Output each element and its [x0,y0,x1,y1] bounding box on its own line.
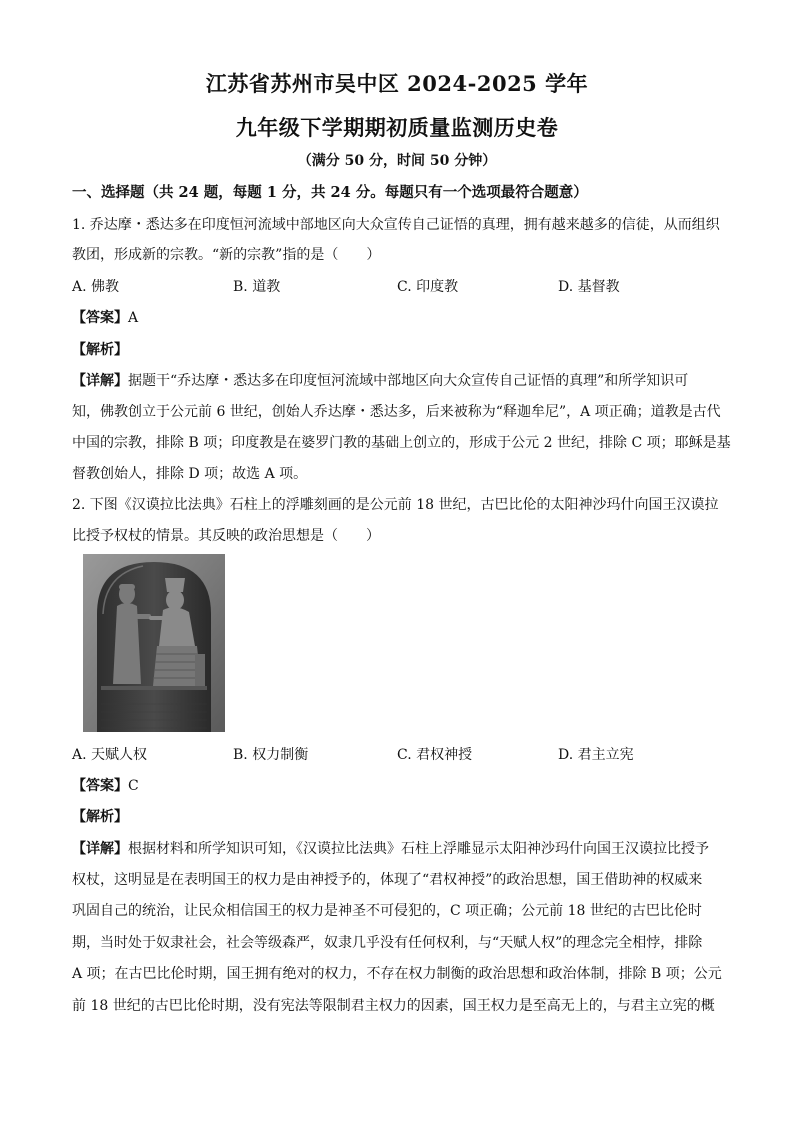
q2-detail-line3: 巩固自己的统治，让民众相信国王的权力是神圣不可侵犯的，C 项正确；公元前 18 世纪的古巴比伦时 [72,903,702,919]
q1-option-c: C. 印度教 [397,279,459,295]
exam-title-line1: 江苏省苏州市吴中区 2024-2025 学年 [205,71,589,96]
q1-detail-line4: 督教创始人，排除 D 项；故选 A 项。 [72,466,308,482]
q1-answer-tag: 【答案】 [72,310,128,326]
q2-stem-line1: 2. 下图《汉谟拉比法典》石柱上的浮雕刻画的是公元前 18 世纪，古巴比伦的太阳神沙玛什向国王汉谟拉 [72,497,719,513]
q1-option-a: A. 佛教 [72,279,120,295]
q1-detail-text1: 据题干“乔达摩・悉达多在印度恒河流域中部地区向大众宣传自己证悟的真理”和所学知识可 [128,373,689,389]
q2-option-d: D. 君主立宪 [558,747,634,763]
q1-option-d: D. 基督教 [558,279,620,295]
q1-detail-line3: 中国的宗教，排除 B 项；印度教是在婆罗门教的基础上创立的，形成于公元 2 世纪，排除 C 项；耶稣是基 [72,435,731,451]
q2-option-c: C. 君权神授 [397,747,473,763]
q1-option-b: B. 道教 [233,279,281,295]
q2-detail-line6: 前 18 世纪的古巴比伦时期，没有宪法等限制君主权力的因素，国王权力是至高无上的，与君主立宪的概 [72,998,715,1014]
q2-answer-row [72,775,722,795]
q2-option-b: B. 权力制衡 [233,747,309,763]
exam-title-line2: 九年级下学期期初质量监测历史卷 [235,115,559,140]
q2-answer-value: C [128,778,139,794]
q2-answer-tag: 【答案】 [72,778,128,794]
q2-detail-text1: 根据材料和所学知识可知，《汉谟拉比法典》石柱上浮雕显示太阳神沙玛什向国王汉谟拉比授予 [128,841,709,857]
q1-answer-value: A [128,310,139,326]
q2-detail-line2: 权杖，这明显是在表明国王的权力是由神授予的，体现了“君权神授”的政治思想，国王借助神的权威来 [72,872,703,888]
hammurabi-stele-relief-image [83,554,225,732]
q2-stem-line2: 比授予权杖的情景。其反映的政治思想是（ ） [72,528,380,544]
q2-detail-line5: A 项；在古巴比伦时期，国王拥有绝对的权力，不存在权力制衡的政治思想和政治体制，排除 B 项；公元 [72,966,722,982]
q1-detail-line1 [72,370,722,390]
q1-stem-line1: 1. 乔达摩・悉达多在印度恒河流域中部地区向大众宣传自己证悟的真理，拥有越来越多的信徒，从而组织 [72,217,720,233]
q1-stem-line2: 教团，形成新的宗教。“新的宗教”指的是（ ） [72,247,381,263]
score-time-note: （满分 50 分，时间 50 分钟） [297,153,497,169]
q2-detail-tag: 【详解】 [72,841,128,857]
q2-option-a: A. 天赋人权 [72,747,148,763]
q1-analysis-tag: 【解析】 [72,342,128,358]
q2-detail-line1 [72,838,722,858]
q2-analysis-tag: 【解析】 [72,809,128,825]
section-heading: 一、选择题（共 24 题，每题 1 分，共 24 分。每题只有一个选项最符合题意） [72,184,588,201]
q2-detail-line4: 期，当时处于奴隶社会，社会等级森严，奴隶几乎没有任何权利，与“天赋人权”的理念完全相悖，排除 [72,935,703,951]
q1-answer-row [72,307,722,327]
q1-detail-tag: 【详解】 [72,373,128,389]
q1-detail-line2: 知，佛教创立于公元前 6 世纪，创始人乔达摩・悉达多，后来被称为“释迦牟尼”，A 项正确；道教是古代 [72,404,721,420]
